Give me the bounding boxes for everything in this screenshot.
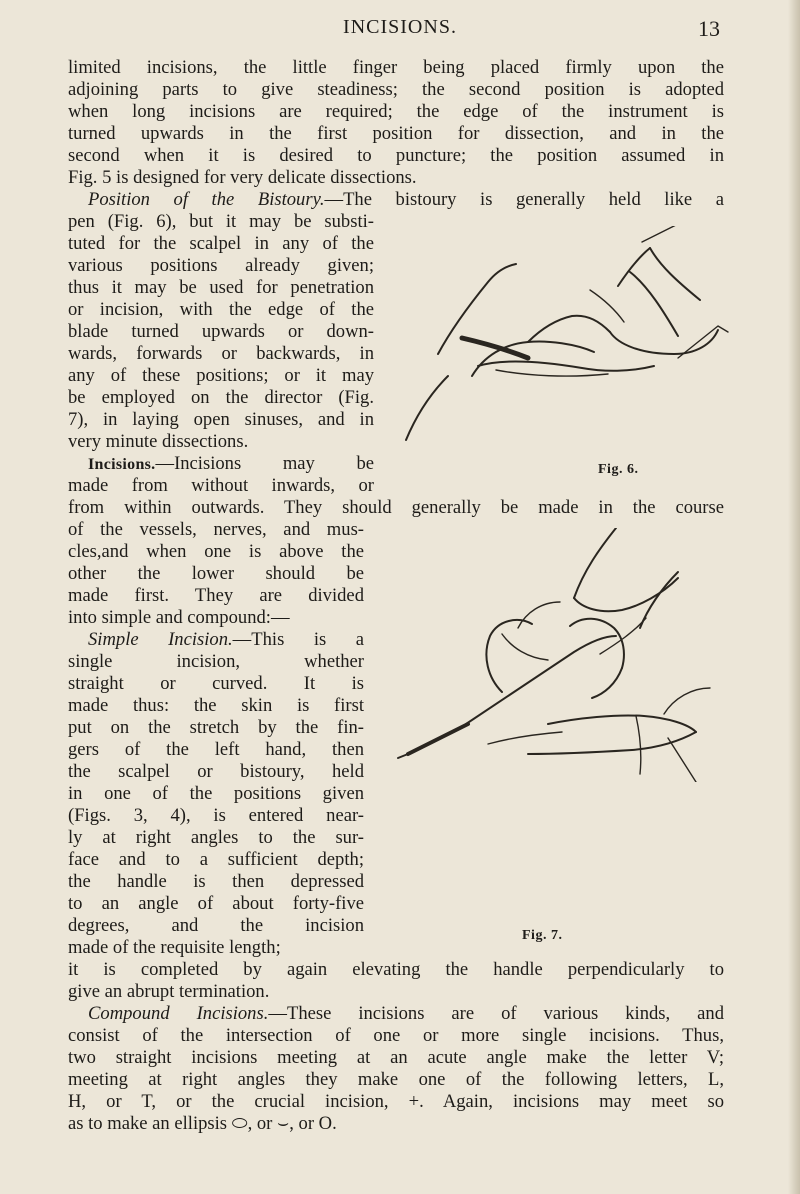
text-line: adjoining parts to give steadiness; the second position is adopted bbox=[68, 79, 724, 100]
text-line: to an angle of about forty-five bbox=[68, 893, 364, 914]
text-line: Position of the Bistoury.—The bistoury is generally held like a bbox=[88, 189, 724, 210]
text-line: made first. They are divided bbox=[68, 585, 364, 606]
fig6-hand-bistoury-illustration bbox=[378, 226, 730, 446]
text-line: the scalpel or bistoury, held bbox=[68, 761, 364, 782]
text-line: straight or curved. It is bbox=[68, 673, 364, 694]
section-heading: Incisions. bbox=[88, 456, 156, 473]
text-line: thus it may be used for penetration bbox=[68, 277, 374, 298]
text-line: H, or T, or the crucial incision, +. Again, incisions may meet so bbox=[68, 1091, 724, 1112]
text-line: two straight incisions meeting at an acute angle make the letter V; bbox=[68, 1047, 724, 1068]
text-line: Fig. 5 is designed for very delicate dissections. bbox=[68, 167, 417, 188]
text-line: degrees, and the incision bbox=[68, 915, 364, 936]
text-line: be employed on the director (Fig. bbox=[68, 387, 374, 408]
text-line: wards, forwards or backwards, in bbox=[68, 343, 374, 364]
fig6-caption: Fig. 6. bbox=[598, 462, 639, 477]
text-line: ly at right angles to the sur- bbox=[68, 827, 364, 848]
text-line: in one of the positions given bbox=[68, 783, 364, 804]
text-line: put on the stretch by the fin- bbox=[68, 717, 364, 738]
text-line: made from without inwards, or bbox=[68, 475, 374, 496]
text-line: the handle is then depressed bbox=[68, 871, 364, 892]
text-line: cles,and when one is above the bbox=[68, 541, 364, 562]
text-line: very minute dissections. bbox=[68, 431, 249, 452]
text-line: Simple Incision.—This is a bbox=[88, 629, 364, 650]
text-line: pen (Fig. 6), but it may be substi- bbox=[68, 211, 374, 232]
text-line: made thus: the skin is first bbox=[68, 695, 364, 716]
text-line: gers of the left hand, then bbox=[68, 739, 364, 760]
text-line: of the vessels, nerves, and mus- bbox=[68, 519, 364, 540]
text-line: second when it is desired to puncture; the position assumed in bbox=[68, 145, 724, 166]
text-line: when long incisions are required; the edge of the instrument is bbox=[68, 101, 724, 122]
text-line: consist of the intersection of one or more single incisions. Thus, bbox=[68, 1025, 724, 1046]
text-line: any of these positions; or it may bbox=[68, 365, 374, 386]
text-line: Incisions.—Incisions may be bbox=[88, 453, 374, 474]
text-line: it is completed by again elevating the handle perpendicularly to bbox=[68, 959, 724, 980]
text-line: blade turned upwards or down- bbox=[68, 321, 374, 342]
text-line: various positions already given; bbox=[68, 255, 374, 276]
running-head bbox=[0, 16, 800, 46]
section-heading: Position of the Bistoury. bbox=[88, 189, 325, 210]
text-line: meeting at right angles they make one of the following letters, L, bbox=[68, 1069, 724, 1090]
text-line: give an abrupt termination. bbox=[68, 981, 270, 1002]
running-head-title: INCISIONS. bbox=[343, 16, 457, 38]
text-line: turned upwards in the first position for dissection, and in the bbox=[68, 123, 724, 144]
text-line: Compound Incisions.—These incisions are of various kinds, and bbox=[88, 1003, 724, 1024]
text-line: face and to a sufficient depth; bbox=[68, 849, 364, 870]
text-line: or incision, with the edge of the bbox=[68, 299, 374, 320]
fig7-scalpel-director-illustration bbox=[378, 528, 730, 782]
page-edge bbox=[788, 0, 800, 1194]
text-line: other the lower should be bbox=[68, 563, 364, 584]
text-line: (Figs. 3, 4), is entered near- bbox=[68, 805, 364, 826]
fig7-caption: Fig. 7. bbox=[522, 928, 563, 943]
text-line: from within outwards. They should generally be made in the course bbox=[68, 497, 724, 518]
text-line: as to make an ellipsis ⬭, or ⌣, or O. bbox=[68, 1113, 337, 1134]
text-line: 7), in laying open sinuses, and in bbox=[68, 409, 374, 430]
section-heading: Compound Incisions. bbox=[88, 1003, 269, 1024]
text-line: single incision, whether bbox=[68, 651, 364, 672]
text-line: limited incisions, the little finger being placed firmly upon the bbox=[68, 57, 724, 78]
text-line: made of the requisite length; bbox=[68, 937, 281, 958]
section-heading: Simple Incision. bbox=[88, 629, 233, 650]
text-line: into simple and compound:— bbox=[68, 607, 290, 628]
page-number: 13 bbox=[698, 16, 720, 41]
text-line: tuted for the scalpel in any of the bbox=[68, 233, 374, 254]
